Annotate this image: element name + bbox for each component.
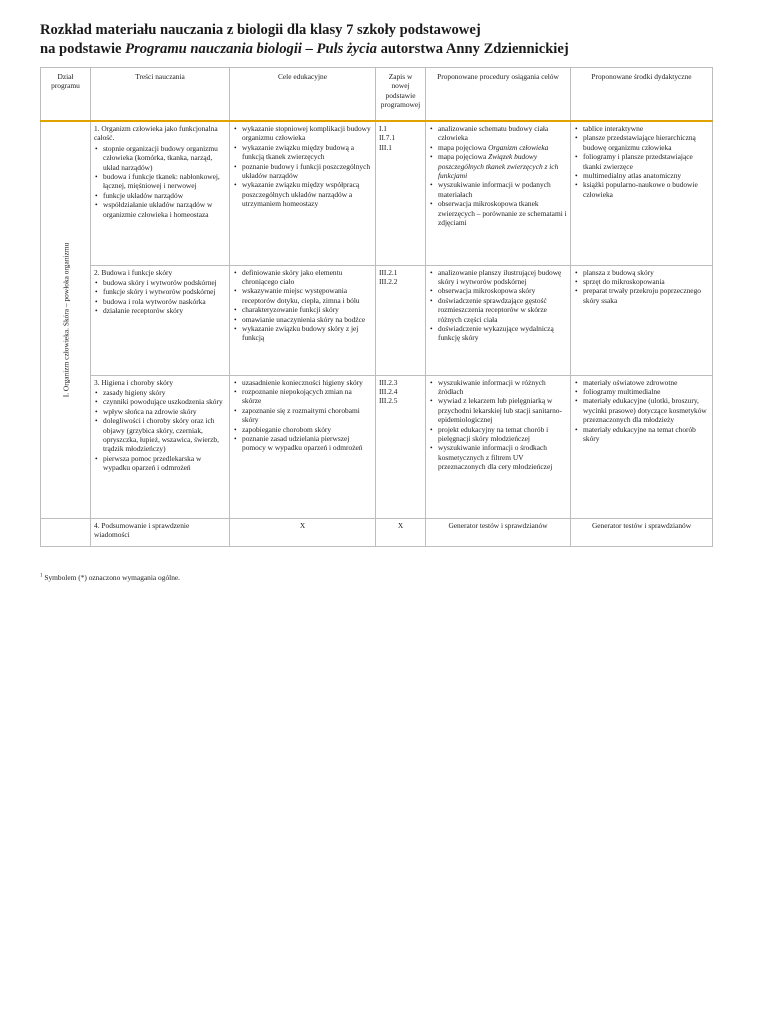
summary-cele: X (230, 518, 376, 546)
title-line-1: Rozkład materiału nauczania z biologii dla klasy 7 szkoły podstawowej (40, 22, 481, 38)
topic-title: 1. Organizm człowieka jako funkcjonalna całość. (94, 124, 218, 143)
list-item (438, 296, 567, 324)
section-cell (41, 121, 91, 518)
cele-list (233, 378, 372, 453)
item-text: projekt edukacyjny na temat chorób i pielęgnacji skóry młodzieńczej (438, 424, 549, 443)
list-item: • plansze przedstawiające hierarchiczną budowę organizmu człowieka (583, 133, 709, 152)
summary-topic: 4. Podsumowanie i sprawdzenie wiadomości (91, 518, 230, 546)
srodki-cell (571, 265, 713, 375)
srodki-list (574, 268, 709, 306)
tresci-list (94, 278, 226, 316)
list-item (438, 286, 567, 295)
code: III.2.5 (379, 396, 398, 406)
list-item (438, 425, 567, 444)
list-item: • książki popularno-naukowe o budowie człowieka (583, 180, 709, 199)
item-text: wywiad z lekarzem lub pielęgniarką w przychodni lekarskiej lub stacji sanitarno-epidemiologicznej (438, 396, 562, 425)
summary-zapis: X (376, 518, 426, 546)
list-item: • uzasadnienie konieczności higieny skóry (242, 378, 372, 387)
list-item: • wykazanie związku budowy skóry z jej funkcją (242, 324, 372, 343)
list-item: • budowa i rola wytworów naskórka (103, 297, 226, 306)
procedury-list (429, 268, 567, 343)
list-item: • materiały edukacyjne (ulotki, broszury, wycinki prasowe) dotyczące kosmetyków przeznaczonych dla młodzieży (583, 396, 709, 424)
title-program-name: Programu nauczania biologii – Puls życia (125, 41, 377, 57)
cele-list (233, 268, 372, 343)
table-row (41, 265, 713, 375)
procedury-cell (426, 375, 571, 518)
srodki-list (574, 378, 709, 444)
cele-cell (230, 265, 376, 375)
item-italic: Związek budowy poszczególnych tkanek zwierzęcych z ich funkcjami (438, 152, 559, 181)
list-item: • zapobieganie chorobom skóry (242, 425, 372, 434)
item-text: doświadczenie wykazujące wydalniczą funkcję skóry (438, 323, 554, 343)
list-item (438, 324, 567, 343)
list-item (438, 143, 567, 152)
list-item: • budowa i funkcje tkanek: nabłonkowej, łącznej, mięśniowej i nerwowej (103, 172, 226, 191)
item-text: analizowanie planszy ilustrującej budowę skóry i wytworów podskórnej (438, 267, 562, 286)
code: III.2.4 (379, 386, 398, 396)
item-text: analizowanie schematu budowy ciała człowieka (438, 124, 549, 143)
list-item: • działanie receptorów skóry (103, 306, 226, 315)
list-item (438, 396, 567, 424)
footnote-text: Symbolem (*) oznaczono wymagania ogólne. (44, 573, 181, 582)
list-item: • preparat trwały przekroju poprzecznego skóry ssaka (583, 286, 709, 305)
header-tresci: Treści nauczania (91, 68, 230, 122)
summary-procedury: Generator testów i sprawdzianów (426, 518, 571, 546)
item-text: obserwacja mikroskopowa tkanek zwierzęcych – porównanie ze schematami i zdjęciami (438, 199, 567, 228)
header-dzial: Dział programu (41, 68, 91, 122)
footnote (40, 573, 180, 582)
cele-cell (230, 375, 376, 518)
table-header-row (41, 68, 713, 122)
list-item: • czynniki powodujące uszkodzenia skóry (103, 397, 226, 406)
list-item: • stopnie organizacji budowy organizmu człowieka (komórka, tkanka, narząd, układ narządów) (103, 144, 226, 172)
list-item: • multimedialny atlas anatomiczny (583, 171, 709, 180)
code: II.7.1 (379, 133, 396, 143)
section-label: I. Organizm człowieka. Skóra – powłoka organizmu (60, 242, 70, 397)
title-suffix: autorstwa Anny Zdziennickiej (376, 41, 569, 57)
list-item: • foliogramy i plansze przedstawiające tkanki zwierzęce (583, 152, 709, 171)
item-text: obserwacja mikroskopowa skóry (438, 286, 536, 296)
header-srodki: Proponowane środki dydaktyczne (571, 68, 713, 122)
list-item: • plansza z budową skóry (583, 268, 709, 277)
table-row (41, 121, 713, 265)
summary-row (41, 518, 713, 546)
list-item: • wpływ słońca na zdrowie skóry (103, 407, 226, 416)
code: III.2.1 (379, 267, 398, 277)
list-item: • rozpoznanie niepokojących zmian na skórze (242, 387, 372, 406)
list-item: • omawianie unaczynienia skóry na bodźce (242, 315, 372, 324)
zapis-cell (376, 265, 426, 375)
list-item (438, 124, 567, 143)
list-item: • wykazanie stopniowej komplikacji budowy organizmu człowieka (242, 124, 372, 143)
list-item (438, 152, 567, 180)
list-item (438, 180, 567, 199)
procedury-list (429, 378, 567, 472)
procedury-cell (426, 121, 571, 265)
table-row (41, 375, 713, 518)
title-prefix: na podstawie (40, 41, 126, 57)
footnote-mark: 1 (40, 573, 43, 579)
tresci-list (94, 388, 226, 473)
document-title (40, 21, 740, 59)
list-item: • wykazanie związku między budową a funkcją tkanek zwierzęcych (242, 143, 372, 162)
list-item: • zasady higieny skóry (103, 388, 226, 397)
zapis-cell (376, 375, 426, 518)
list-item: • funkcje skóry i wytworów podskórnej (103, 287, 226, 296)
summary-empty-cell (41, 518, 91, 546)
item-text: wyszukiwanie informacji o środkach kosmetycznych z filtrem UV przeznaczonych dla cery młodzieńczej (438, 443, 553, 472)
list-item: • zapoznanie się z rozmaitymi chorobami skóry (242, 406, 372, 425)
header-cele: Cele edukacyjne (230, 68, 376, 122)
tresci-cell (91, 375, 230, 518)
code: I.1 (379, 124, 388, 133)
code: III.2.2 (379, 276, 398, 286)
list-item: • dolegliwości i choroby skóry oraz ich objawy (grzybica skóry, czerniak, opryszczka, łupież, wszawica, świerzb, trądzik młodzieńczy) (103, 416, 226, 454)
item-text: mapa pojęciowa (438, 142, 489, 152)
list-item: • definiowanie skóry jako elementu chroniącego ciało (242, 268, 372, 287)
procedury-cell (426, 265, 571, 375)
srodki-list (574, 124, 709, 199)
zapis-cell (376, 121, 426, 265)
list-item: • pierwsza pomoc przedlekarska w wypadku oparzeń i odmrożeń (103, 454, 226, 473)
list-item: • poznanie zasad udzielania pierwszej pomocy w wypadku oparzeń i odmrożeń (242, 434, 372, 453)
item-text: wyszukiwanie informacji w podanych materiałach (438, 180, 551, 199)
cele-list (233, 124, 372, 209)
list-item (438, 268, 567, 287)
list-item (438, 378, 567, 397)
item-text: mapa pojęciowa (438, 152, 489, 162)
procedury-list (429, 124, 567, 227)
cele-cell (230, 121, 376, 265)
tresci-list (94, 144, 226, 219)
code: III.2.3 (379, 377, 398, 387)
srodki-cell (571, 375, 713, 518)
code: III.1 (379, 142, 392, 152)
list-item: • funkcje układów narządów (103, 191, 226, 200)
tresci-cell (91, 265, 230, 375)
title-line-2 (40, 40, 740, 59)
list-item (438, 199, 567, 227)
list-item: • wskazywanie miejsc występowania receptorów dotyku, ciepła, zimna i bólu (242, 286, 372, 305)
list-item: • sprzęt do mikroskopowania (583, 277, 709, 286)
list-item: • materiały edukacyjne na temat chorób skóry (583, 425, 709, 444)
list-item: • foliogramy multimedialne (583, 387, 709, 396)
item-italic: Organizm człowieka (488, 142, 549, 152)
topic-title: 2. Budowa i funkcje skóry (94, 267, 173, 277)
item-text: wyszukiwanie informacji w różnych źródłach (438, 377, 546, 396)
srodki-cell (571, 121, 713, 265)
header-procedury: Proponowane procedury osiągania celów (426, 68, 571, 122)
list-item: • wykazanie związku między współpracą poszczególnych układów narządów a utrzymaniem homeostazy (242, 180, 372, 208)
tresci-cell (91, 121, 230, 265)
header-zapis: Zapis w nowej podstawie programowej (376, 68, 426, 122)
list-item: • współdziałanie układów narządów w organizmie człowieka i homeostaza (103, 200, 226, 219)
list-item: • poznanie budowy i funkcji poszczególnych układów narządów (242, 162, 372, 181)
topic-title: 3. Higiena i choroby skóry (94, 377, 174, 387)
teaching-plan-table (40, 67, 713, 547)
summary-srodki: Generator testów i sprawdzianów (571, 518, 713, 546)
item-text: doświadczenie sprawdzające gęstość rozmieszczenia receptorów w skórze różnych części ciała (438, 295, 547, 324)
list-item: • budowa skóry i wytworów podskórnej (103, 278, 226, 287)
list-item: • charakteryzowanie funkcji skóry (242, 305, 372, 314)
list-item: • tablice interaktywne (583, 124, 709, 133)
list-item: • materiały oświatowe zdrowotne (583, 378, 709, 387)
list-item (438, 443, 567, 471)
